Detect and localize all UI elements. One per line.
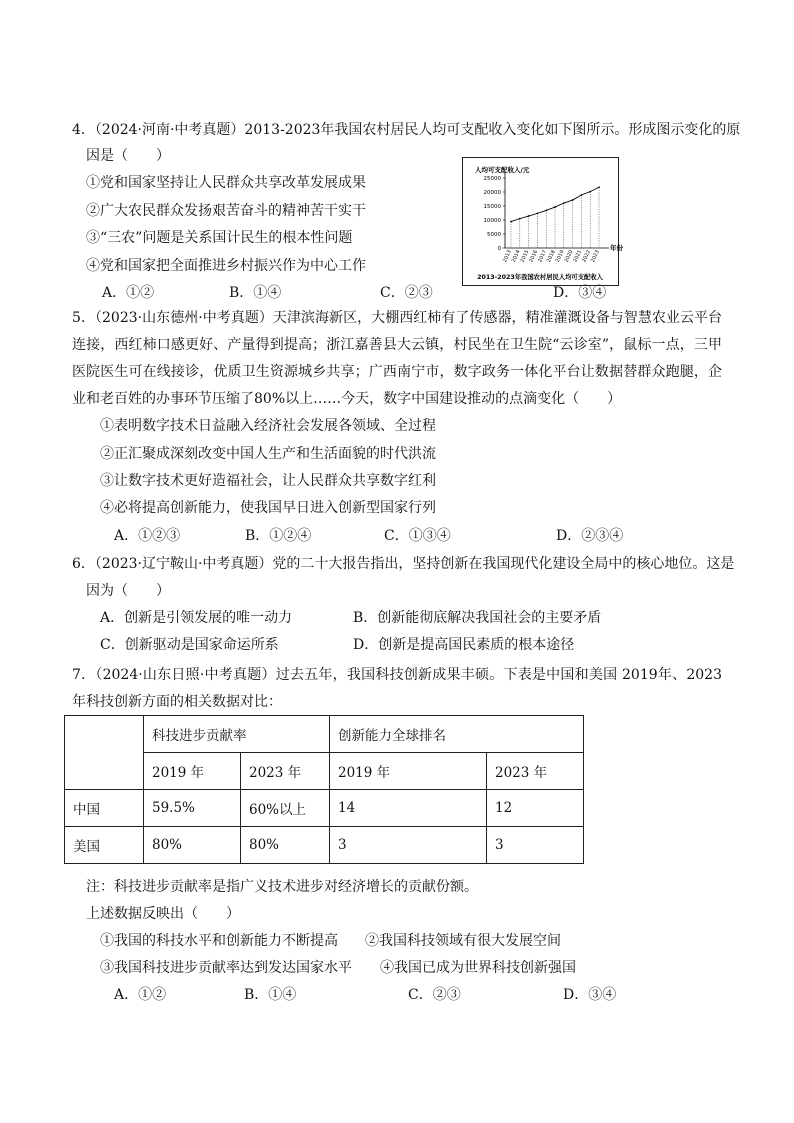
q7-item-2: ②我国科技领域有很大发展空间 bbox=[365, 933, 561, 949]
table-group-header: 科技进步贡献率 bbox=[144, 716, 330, 753]
chart-x-tick-label: 2021 bbox=[572, 249, 584, 264]
chart-point bbox=[563, 202, 565, 204]
table-cell: 60%以上 bbox=[241, 790, 330, 827]
q7-stem: 7．（2024·山东日照·中考真题）过去五年，我国科技创新成果丰硕。下表是中国和美国 2019年、2023年科技创新方面的相关数据对比： bbox=[72, 667, 722, 710]
chart-series-line bbox=[511, 187, 599, 221]
table-cell: 80% bbox=[241, 827, 330, 864]
table-row bbox=[65, 827, 584, 864]
chart-y-tick-label: 0 bbox=[497, 246, 501, 252]
chart-y-tick-label: 5000 bbox=[487, 232, 501, 238]
q4-item-3: ③“三农”问题是关系国计民生的根本性问题 bbox=[86, 230, 353, 246]
chart-x-tick-label: 2023 bbox=[589, 249, 601, 264]
tech-comparison-table bbox=[64, 715, 584, 864]
chart-y-tick-label: 25000 bbox=[483, 176, 501, 182]
q5-item-3: ③让数字技术更好造福社会，让人民群众共享数字红利 bbox=[100, 473, 436, 489]
chart-x-tick-label: 2020 bbox=[563, 249, 575, 264]
table-cell: 美国 bbox=[65, 827, 144, 864]
table-cell: 中国 bbox=[65, 790, 144, 827]
q7-ask: 上述数据反映出（ ） bbox=[86, 906, 240, 922]
chart-point bbox=[572, 199, 574, 201]
q4-stem-line1: 4．（2024·河南·中考真题）2013-2023年我国农村居民人均可支配收入变化如下图所示。形成图示变化的原 bbox=[72, 122, 741, 138]
chart-point bbox=[510, 221, 512, 223]
chart-x-tick-label: 2022 bbox=[581, 249, 593, 264]
q6-option-d[interactable]: D．创新是提高国民素质的根本途径 bbox=[353, 637, 575, 653]
table-cell: 59.5% bbox=[144, 790, 241, 827]
chart-point bbox=[581, 194, 583, 196]
chart-point bbox=[545, 209, 547, 211]
table-sub-header: 2019 年 bbox=[144, 753, 241, 790]
chart-x-tick-label: 2013 bbox=[501, 249, 513, 264]
q4-option-b[interactable]: B．①④ bbox=[229, 285, 282, 301]
table-row bbox=[65, 790, 584, 827]
table-cell: 3 bbox=[330, 827, 487, 864]
q7-option-a[interactable]: A．①② bbox=[114, 987, 167, 1003]
table-sub-header: 2023 年 bbox=[241, 753, 330, 790]
chart-x-tick-label: 2016 bbox=[528, 249, 540, 264]
table-group-header: 创新能力全球排名 bbox=[330, 716, 584, 753]
table-sub-header: 2019 年 bbox=[330, 753, 487, 790]
q4-item-1: ①党和国家坚持让人民群众共享改革发展成果 bbox=[86, 175, 366, 191]
q6-option-b[interactable]: B．创新能彻底解决我国社会的主要矛盾 bbox=[353, 610, 602, 626]
chart-point bbox=[589, 191, 591, 193]
table-cell: 14 bbox=[330, 790, 487, 827]
chart-point bbox=[519, 218, 521, 220]
q7-option-d[interactable]: D．③④ bbox=[563, 987, 617, 1003]
q6-stem-line1: 6．（2023·辽宁鞍山·中考真题）党的二十大报告指出，坚持创新在我国现代化建设全局中的核心地位。这是 bbox=[72, 556, 735, 572]
q4-item-2: ②广大农民群众发扬艰苦奋斗的精神苦干实干 bbox=[86, 203, 366, 219]
chart-point bbox=[537, 212, 539, 214]
q4-option-a[interactable]: A．①② bbox=[102, 285, 155, 301]
q4-option-d[interactable]: D．③④ bbox=[553, 285, 607, 301]
chart-y-tick-label: 10000 bbox=[483, 218, 501, 224]
chart-xlabel: 年份 bbox=[610, 244, 623, 252]
chart-y-tick-label: 15000 bbox=[483, 204, 501, 210]
income-line-chart bbox=[462, 157, 623, 286]
q5-item-2: ②正汇聚成深刻改变中国人生产和生活面貌的时代洪流 bbox=[100, 446, 436, 462]
q6-stem-line2: 因为（ ） bbox=[86, 583, 170, 599]
table-sub-header: 2023 年 bbox=[487, 753, 584, 790]
chart-point bbox=[554, 206, 556, 208]
table-cell: 12 bbox=[487, 790, 584, 827]
chart-y-tick-label: 20000 bbox=[483, 190, 501, 196]
q5-item-1: ①表明数字技术日益融入经济社会发展各领域、全过程 bbox=[100, 418, 436, 434]
chart-x-tick-label: 2019 bbox=[554, 249, 566, 264]
chart-x-tick-label: 2017 bbox=[537, 249, 549, 264]
table-corner-cell bbox=[65, 716, 144, 790]
q5-item-4: ④必将提高创新能力，使我国早日进入创新型国家行列 bbox=[100, 500, 436, 516]
chart-point bbox=[598, 186, 600, 188]
q7-item-3: ③我国科技进步贡献率达到发达国家水平 bbox=[100, 960, 352, 976]
q5-option-c[interactable]: C．①③④ bbox=[384, 528, 451, 544]
q6-option-c[interactable]: C．创新驱动是国家命运所系 bbox=[100, 637, 279, 653]
q5-option-b[interactable]: B．①②④ bbox=[245, 528, 312, 544]
chart-x-tick-label: 2018 bbox=[545, 249, 557, 264]
q4-stem-line2: 因是（ ） bbox=[86, 148, 170, 164]
q6-option-a[interactable]: A．创新是引领发展的唯一动力 bbox=[100, 610, 293, 626]
chart-ylabel: 人均可支配收入/元 bbox=[475, 166, 530, 174]
q4-option-c[interactable]: C．②③ bbox=[380, 285, 433, 301]
q7-option-c[interactable]: C．②③ bbox=[408, 987, 461, 1003]
q7-item-1: ①我国的科技水平和创新能力不断提高 bbox=[100, 933, 338, 949]
q5-option-d[interactable]: D．②③④ bbox=[556, 528, 624, 544]
q5-stem: 5．（2023·山东德州·中考真题）天津滨海新区，大棚西红柿有了传感器，精准灌溉设备与智慧农业云平台连接，西红柿口感更好、产量得到提高；浙江嘉善县大云镇，村民坐在卫生院“云诊室”，鼠标一点，三甲医院医生可在线接诊，优质卫生资源城乡共享；广西南宁市，数字政务一体化平台让数据替群众跑腿，企业和老百姓的办事环节压缩了80%以上……今天，数字中国建设推动的点滴变化（ ） bbox=[72, 310, 722, 407]
q7-note: 注：科技进步贡献率是指广义技术进步对经济增长的贡献份额。 bbox=[86, 879, 478, 895]
chart-x-tick-label: 2014 bbox=[510, 249, 522, 264]
q5-option-a[interactable]: A．①②③ bbox=[114, 528, 181, 544]
chart-x-tick-label: 2015 bbox=[519, 249, 531, 264]
chart-title: 2013-2023年我国农村居民人均可支配收入 bbox=[477, 274, 603, 281]
q7-item-4: ④我国已成为世界科技创新强国 bbox=[380, 960, 576, 976]
q4-item-4: ④党和国家把全面推进乡村振兴作为中心工作 bbox=[86, 258, 366, 274]
chart-point bbox=[528, 215, 530, 217]
table-cell: 3 bbox=[487, 827, 584, 864]
q7-option-b[interactable]: B．①④ bbox=[244, 987, 297, 1003]
table-cell: 80% bbox=[144, 827, 241, 864]
